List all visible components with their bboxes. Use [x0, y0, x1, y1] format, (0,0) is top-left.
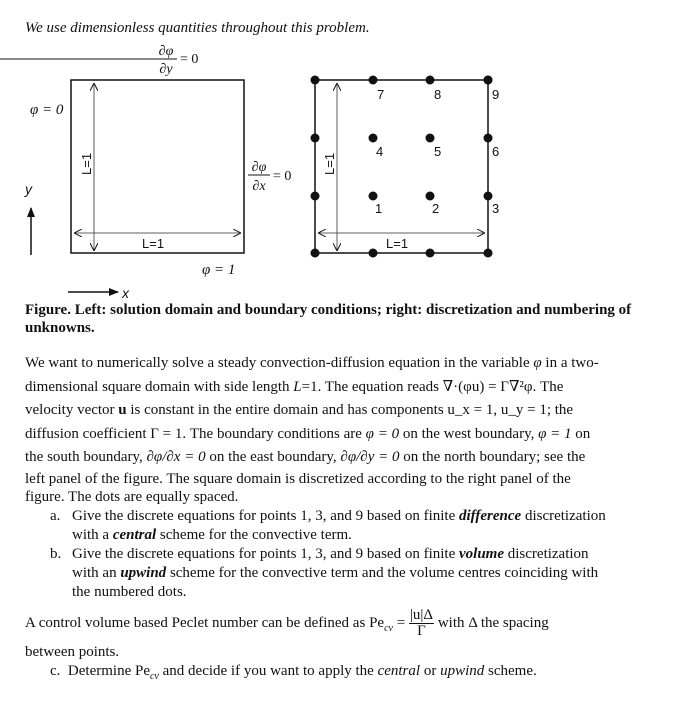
text-run: . The boundary conditions are	[182, 425, 366, 442]
y-axis-label: y	[25, 181, 32, 197]
unknown-dot-9	[484, 76, 493, 85]
problem-line-3: velocity vector u is constant in the entire domain and has components u_x = 1, u_y = 1; the	[25, 402, 574, 418]
unknown-dot-3	[484, 192, 493, 201]
text-run: with Δ the spacing	[434, 614, 549, 631]
north-bc-eq: = 0	[180, 52, 199, 67]
boundary-dot	[311, 134, 320, 143]
west-bc: φ = 0	[30, 102, 64, 118]
unknown-label-5: 5	[434, 144, 442, 159]
peclet-denominator: Γ	[417, 623, 426, 639]
boundary-dot	[311, 192, 320, 201]
keyword-difference: difference	[459, 508, 522, 524]
peclet-fraction	[409, 608, 434, 639]
figure-caption	[25, 301, 665, 337]
left-width-label: L=1	[142, 236, 165, 251]
east-bc-num: ∂φ	[251, 160, 267, 175]
text-run: with an	[72, 565, 121, 581]
x-axis-label: x	[122, 285, 129, 300]
problem-line-1: We want to numerically solve a steady convection-diffusion equation in the variable φ in a two-	[25, 355, 599, 371]
figure	[0, 0, 685, 300]
problem-line-4	[25, 423, 665, 447]
text-run: scheme for the convective term and the volume centres coinciding with	[166, 565, 599, 581]
boundary-dot	[311, 76, 320, 85]
problem-line-6: left panel of the figure. The square domain is discretized according to the right panel of the	[25, 470, 571, 487]
intro-text: We use dimensionless quantities throughout this problem.	[25, 20, 370, 36]
question-a	[25, 507, 665, 545]
text-run: We want to numerically solve a steady convection-diffusion equation in the variable	[25, 355, 534, 371]
unknown-dot-4	[369, 134, 378, 143]
keyword-upwind: upwind	[120, 565, 167, 581]
question-c	[50, 663, 537, 682]
text-run: the south boundary,	[25, 449, 147, 465]
pe-symbol: Pe	[369, 614, 385, 631]
unknown-dot-1	[369, 192, 378, 201]
unknown-dot-7	[369, 76, 378, 85]
text-run: velocity vector	[25, 402, 119, 418]
problem-statement	[25, 352, 665, 506]
peclet-definition	[25, 608, 549, 639]
east-bc-inline: ∂φ/∂x = 0	[146, 449, 206, 465]
question-b	[25, 545, 665, 602]
question-b-marker: b.	[50, 546, 62, 562]
text-run: with a	[72, 527, 113, 543]
pe-symbol: Pe	[134, 663, 150, 679]
east-bc-den: ∂x	[252, 179, 266, 194]
text-run: dimensional square domain with side length	[25, 378, 294, 395]
south-bc: φ = 1	[202, 262, 236, 278]
unknown-dot-2	[426, 192, 435, 201]
text-run: discretization	[521, 508, 606, 524]
text-run: discretization	[504, 546, 589, 562]
text-run: scheme.	[484, 663, 537, 679]
text-run: diffusion coefficient	[25, 425, 151, 442]
pe-subscript: cv	[384, 622, 393, 634]
right-domain-box	[315, 80, 488, 253]
text-run: =1. The equation reads	[301, 378, 443, 395]
problem-line-7: figure. The dots are equally spaced.	[25, 488, 239, 505]
unknown-label-7: 7	[377, 87, 385, 102]
west-bc-inline: φ = 0	[365, 425, 400, 442]
text-run: on the east boundary,	[205, 449, 341, 465]
text-run: or	[420, 663, 441, 679]
right-panel	[311, 76, 500, 258]
unknown-dot-6	[484, 134, 493, 143]
text-run: . The	[532, 378, 564, 395]
caption-line-2: unknowns.	[25, 320, 95, 336]
keyword-volume: volume	[459, 546, 504, 562]
pe-subscript: cv	[149, 671, 159, 682]
left-height-label: L=1	[79, 152, 94, 175]
text-run: on the north boundary; see the	[399, 449, 586, 465]
keyword-central: central	[112, 527, 157, 543]
text-run: scheme for the convective term.	[156, 527, 352, 543]
question-list	[25, 507, 665, 602]
text-run: ; the	[546, 402, 574, 418]
boundary-dot	[426, 249, 435, 258]
question-a-marker: a.	[50, 508, 61, 524]
text-run: Give the discrete equations for points 1, 3, and 9 based on finite	[72, 508, 459, 524]
problem-line-5	[25, 446, 665, 470]
peclet-numerator: |u|Δ	[409, 607, 434, 623]
ux-value: u_x = 1	[447, 402, 494, 418]
unknown-label-1: 1	[375, 201, 383, 216]
text-run: is constant in the entire domain and has components	[126, 402, 448, 418]
text-run: on	[571, 425, 591, 442]
text-run: Determine	[67, 663, 135, 679]
uy-value: u_y = 1	[500, 402, 547, 418]
text-run: in a two-	[541, 355, 599, 371]
left-domain-box	[71, 80, 244, 253]
gamma-value: Γ = 1	[150, 425, 183, 442]
text-run: the numbered dots.	[72, 584, 187, 600]
boundary-dot	[484, 249, 493, 258]
text-run: =	[392, 614, 409, 631]
left-panel	[0, 44, 291, 300]
text-run: Give the discrete equations for points 1, 3, and 9 based on finite	[72, 546, 459, 562]
caption-line-1: Figure. Left: solution domain and boundary conditions; right: discretization and numbering of	[25, 302, 632, 318]
question-c-marker: c.	[50, 663, 61, 679]
south-bc-inline: φ = 1	[538, 425, 572, 442]
text-run: and decide if you want to apply the	[158, 663, 378, 679]
north-bc-inline: ∂φ/∂y = 0	[340, 449, 400, 465]
keyword-upwind: upwind	[440, 663, 485, 679]
unknown-label-3: 3	[492, 201, 500, 216]
right-width-label: L=1	[386, 236, 409, 251]
boundary-dot	[369, 249, 378, 258]
peclet-definition-continued: between points.	[25, 644, 120, 660]
north-bc-num: ∂φ	[158, 44, 174, 59]
east-bc-eq: = 0	[273, 169, 292, 184]
text-run: on the west boundary,	[399, 425, 539, 442]
problem-line-2: dimensional square domain with side length L=1. The equation reads ∇·(φu) = Γ∇²φ. The	[25, 378, 564, 395]
text-run: A control volume based Peclet number can be defined as	[25, 614, 370, 631]
unknown-label-2: 2	[432, 201, 440, 216]
unknown-dot-5	[426, 134, 435, 143]
unknown-label-9: 9	[492, 87, 500, 102]
boundary-dot	[311, 249, 320, 258]
governing-equation: ∇·(φu) = Γ∇²φ	[442, 378, 533, 395]
unknown-dot-8	[426, 76, 435, 85]
right-height-label: L=1	[322, 152, 337, 175]
north-bc-den: ∂y	[159, 62, 173, 77]
unknown-label-4: 4	[376, 144, 384, 159]
unknown-label-8: 8	[434, 87, 442, 102]
keyword-central: central	[377, 663, 421, 679]
unknown-label-6: 6	[492, 144, 500, 159]
